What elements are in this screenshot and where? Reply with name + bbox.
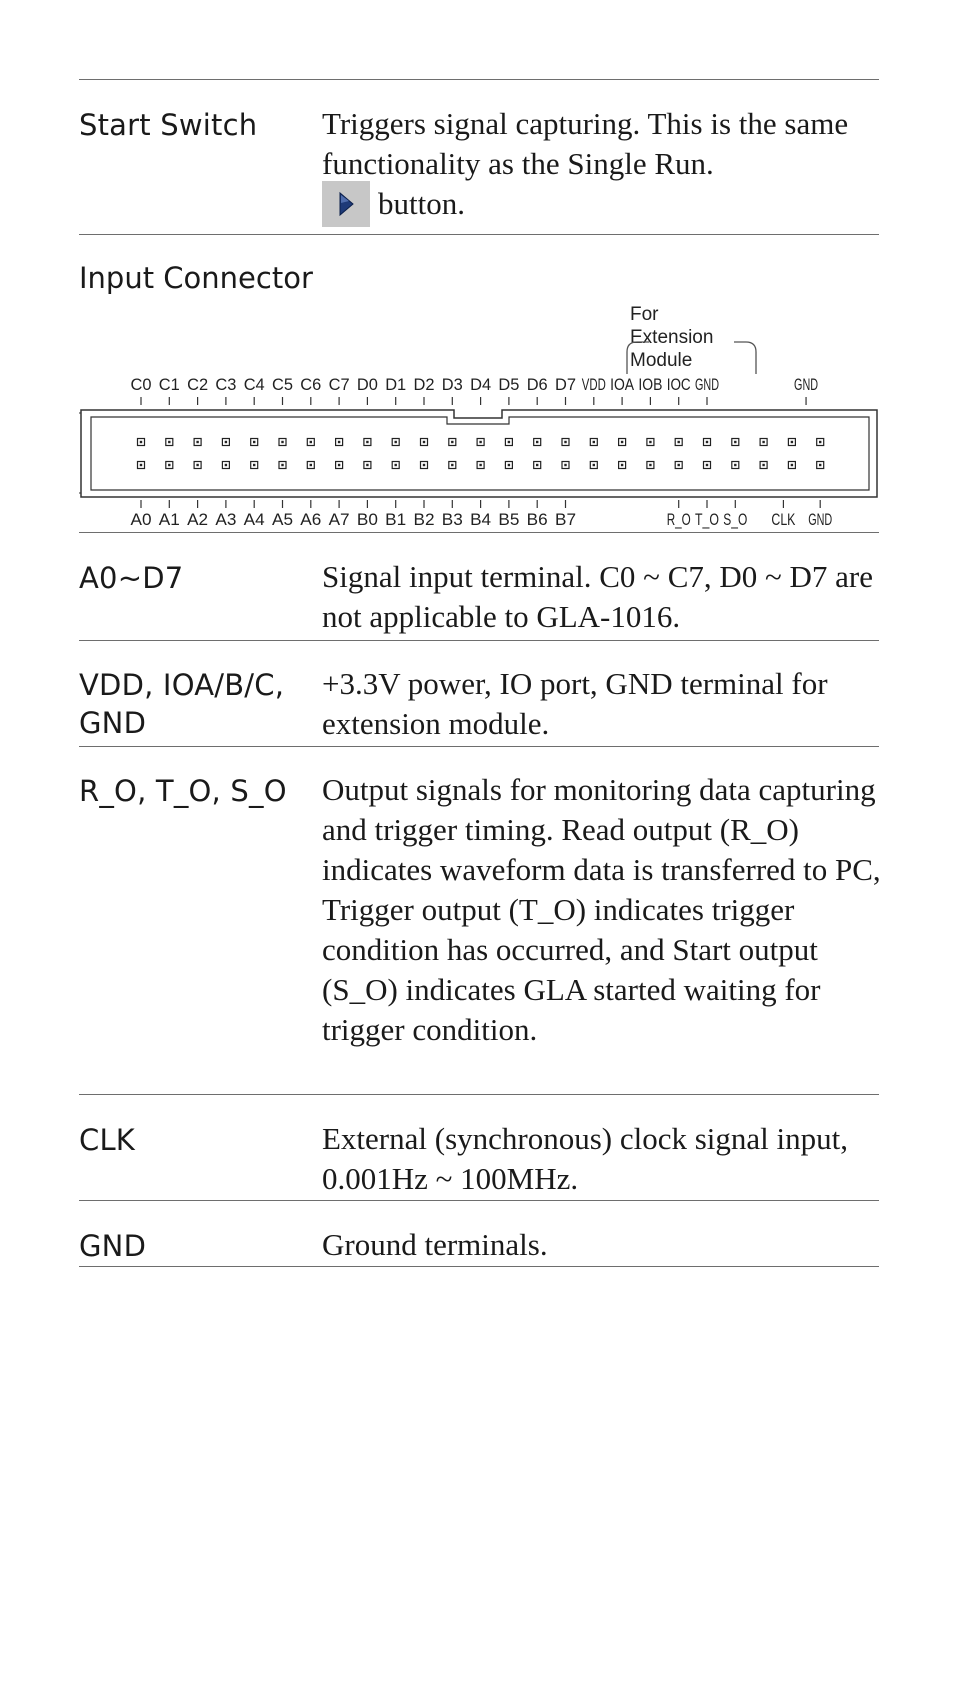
- divider: [79, 1200, 879, 1201]
- divider: [79, 532, 879, 533]
- connector-pin-core: [706, 441, 708, 443]
- pin-label-top: C5: [272, 375, 293, 394]
- connector-pin-core: [395, 441, 397, 443]
- pin-label-bottom: B1: [385, 510, 407, 529]
- definition-description: Ground terminals.: [322, 1227, 548, 1262]
- connector-pin-core: [366, 464, 368, 466]
- connector-pin-core: [593, 464, 595, 466]
- pin-label-top: C4: [243, 375, 265, 394]
- pin-label-top: IOB: [638, 375, 663, 394]
- top-divider: [79, 79, 879, 80]
- pin-label-top: C1: [158, 375, 180, 394]
- definition-description: Signal input terminal. C0 ~ C7, D0 ~ D7 are not applicable to GLA-1016.: [322, 559, 874, 634]
- pin-label-bottom: B4: [470, 510, 492, 529]
- extension-module-label: Extension: [630, 327, 714, 348]
- pin-label-bottom: S_O: [723, 510, 748, 529]
- connector-pin-core: [791, 464, 793, 466]
- pin-label-bottom: A1: [158, 510, 180, 529]
- pin-label-bottom: B2: [413, 510, 435, 529]
- pin-label-bottom: A4: [243, 510, 265, 529]
- connector-pin-core: [168, 441, 170, 443]
- start-switch-description: [322, 104, 882, 230]
- start-switch-term: Start Switch: [79, 108, 258, 142]
- connector-pin-core: [196, 464, 198, 466]
- connector-pin-core: [649, 464, 651, 466]
- pin-label-top: C6: [300, 375, 322, 394]
- connector-pin-core: [508, 464, 510, 466]
- pin-label-top: IOA: [610, 375, 635, 394]
- pin-label-bottom: T_O: [695, 510, 719, 529]
- pin-label-top: D4: [470, 375, 492, 394]
- pin-label-top: C3: [215, 375, 237, 394]
- pin-label-bottom: B0: [356, 510, 378, 529]
- pin-label-top: C0: [130, 375, 152, 394]
- connector-pin-core: [395, 464, 397, 466]
- connector-pin-core: [196, 441, 198, 443]
- connector-pin-core: [310, 464, 312, 466]
- start-switch-desc-button-word: button.: [378, 186, 465, 222]
- connector-pin-core: [479, 441, 481, 443]
- definition-description: +3.3V power, IO port, GND terminal for extension module.: [322, 666, 828, 741]
- connector-housing: [81, 410, 877, 497]
- connector-pin-core: [536, 464, 538, 466]
- connector-pin-core: [678, 464, 680, 466]
- connector-pin-core: [819, 441, 821, 443]
- connector-pin-core: [140, 441, 142, 443]
- pin-label-top: VDD: [581, 375, 606, 394]
- connector-pin-core: [508, 441, 510, 443]
- definition-term: A0~D7: [79, 561, 184, 595]
- connector-pin-core: [253, 464, 255, 466]
- connector-pin-core: [338, 441, 340, 443]
- connector-pin-core: [706, 464, 708, 466]
- input-connector-title: Input Connector: [79, 261, 313, 295]
- connector-pin-core: [479, 464, 481, 466]
- pin-label-bottom: GND: [808, 510, 833, 529]
- definition-term: GND: [79, 1229, 147, 1263]
- connector-pin-core: [649, 441, 651, 443]
- connector-pin-core: [281, 441, 283, 443]
- connector-pin-core: [762, 441, 764, 443]
- connector-pin-core: [734, 441, 736, 443]
- connector-pin-core: [734, 464, 736, 466]
- definition-term: VDD, IOA/B/C, GND: [79, 668, 285, 740]
- play-triangle-icon: [322, 181, 370, 227]
- connector-pin-core: [338, 464, 340, 466]
- pin-label-bottom: B3: [441, 510, 463, 529]
- pin-label-bottom: B6: [526, 510, 548, 529]
- connector-pin-core: [253, 441, 255, 443]
- divider: [79, 234, 879, 235]
- pin-label-bottom: B5: [498, 510, 520, 529]
- divider: [79, 640, 879, 641]
- connector-pin-core: [366, 441, 368, 443]
- pin-label-bottom: A2: [187, 510, 209, 529]
- pin-label-top: D7: [555, 375, 576, 394]
- connector-pin-core: [564, 441, 566, 443]
- pin-label-top: D1: [385, 375, 407, 394]
- pin-label-top: IOC: [666, 375, 691, 394]
- definition-description: Output signals for monitoring data capturing and trigger timing. Read output (R_O) indicates waveform data is transferred to PC, Trigger output (T_O) indicates trigger condition has occurred, and Start output (S_O) indicates GLA started waiting for trigger condition.: [322, 772, 881, 1047]
- extension-module-label: Module: [630, 350, 693, 371]
- divider: [79, 1266, 879, 1267]
- extension-bracket: [734, 342, 756, 374]
- pin-label-bottom: A0: [130, 510, 152, 529]
- extension-module-label: For: [630, 304, 659, 325]
- connector-pin-core: [678, 441, 680, 443]
- connector-pin-core: [791, 441, 793, 443]
- connector-pin-core: [593, 441, 595, 443]
- connector-pin-core: [451, 441, 453, 443]
- connector-pin-core: [762, 464, 764, 466]
- connector-pin-core: [536, 441, 538, 443]
- pin-label-top: GND: [695, 375, 719, 394]
- pin-label-top: D2: [413, 375, 435, 394]
- connector-pin-core: [819, 464, 821, 466]
- definition-term: CLK: [79, 1123, 136, 1157]
- connector-pin-core: [423, 464, 425, 466]
- pin-label-bottom: A7: [328, 510, 350, 529]
- pin-label-bottom: A5: [272, 510, 293, 529]
- pin-label-top: D5: [498, 375, 520, 394]
- pin-label-top: GND: [794, 375, 819, 394]
- pin-label-bottom: A3: [215, 510, 237, 529]
- connector-pin-core: [423, 441, 425, 443]
- connector-pin-core: [281, 464, 283, 466]
- connector-pin-core: [140, 464, 142, 466]
- divider: [79, 1094, 879, 1095]
- connector-pin-core: [225, 464, 227, 466]
- connector-pin-core: [451, 464, 453, 466]
- divider: [79, 746, 879, 747]
- connector-pin-core: [310, 441, 312, 443]
- pin-label-bottom: A6: [300, 510, 322, 529]
- pin-label-bottom: CLK: [771, 510, 796, 529]
- input-connector-diagram: [79, 300, 879, 532]
- pin-label-top: D6: [526, 375, 548, 394]
- definition-term: R_O, T_O, S_O: [79, 774, 287, 808]
- pin-label-bottom: B7: [555, 510, 576, 529]
- start-switch-desc-text: Triggers signal capturing. This is the same functionality as the Single Run.: [322, 106, 849, 181]
- connector-pin-core: [225, 441, 227, 443]
- pin-label-top: C7: [328, 375, 350, 394]
- connector-pin-core: [621, 464, 623, 466]
- pin-label-top: D0: [356, 375, 378, 394]
- connector-pin-core: [564, 464, 566, 466]
- connector-pin-core: [168, 464, 170, 466]
- pin-label-bottom: R_O: [666, 510, 691, 529]
- definition-description: External (synchronous) clock signal input, 0.001Hz ~ 100MHz.: [322, 1121, 849, 1196]
- pin-label-top: D3: [441, 375, 463, 394]
- pin-label-top: C2: [187, 375, 209, 394]
- connector-pin-core: [621, 441, 623, 443]
